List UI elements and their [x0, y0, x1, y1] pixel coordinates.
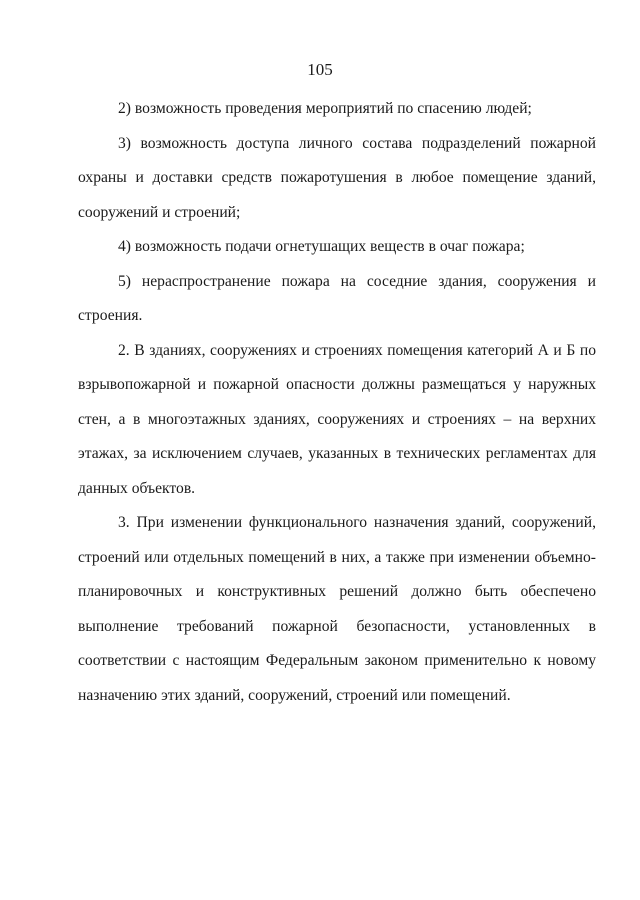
- document-body: [78, 92, 596, 713]
- paragraph-item-4: 4) возможность подачи огнетушащих веществ в очаг пожара;: [118, 238, 525, 255]
- paragraph-section-2: 2. В зданиях, сооружениях и строениях помещения категорий А и Б по взрывопожарной и пожарной опасности должны размещаться у наружных стен, а в многоэтажных зданиях, сооружениях и строениях – на верхних этажах, за исключением случаев, указанных в технических регламентах для данных объектов.: [78, 341, 596, 497]
- paragraph-item-2: 2) возможность проведения мероприятий по спасению людей;: [118, 100, 532, 117]
- paragraph-item-3: 3) возможность доступа личного состава подразделений пожарной охраны и доставки средств пожаротушения в любое помещение зданий, сооружений и строений;: [78, 134, 596, 221]
- page-number: 105: [307, 60, 333, 79]
- paragraph-item-5: 5) нераспространение пожара на соседние здания, сооружения и строения.: [78, 272, 596, 324]
- paragraph-section-3: 3. При изменении функционального назначения зданий, сооружений, строений или отдельных помещений в них, а также при изменении объемно-планировочных и конструктивных решений должно быть обеспечено выполнение требований пожарной безопасности, установленных в соответствии с настоящим Федеральным законом применительно к новому назначению этих зданий, сооружений, строений или помещений.: [78, 514, 596, 704]
